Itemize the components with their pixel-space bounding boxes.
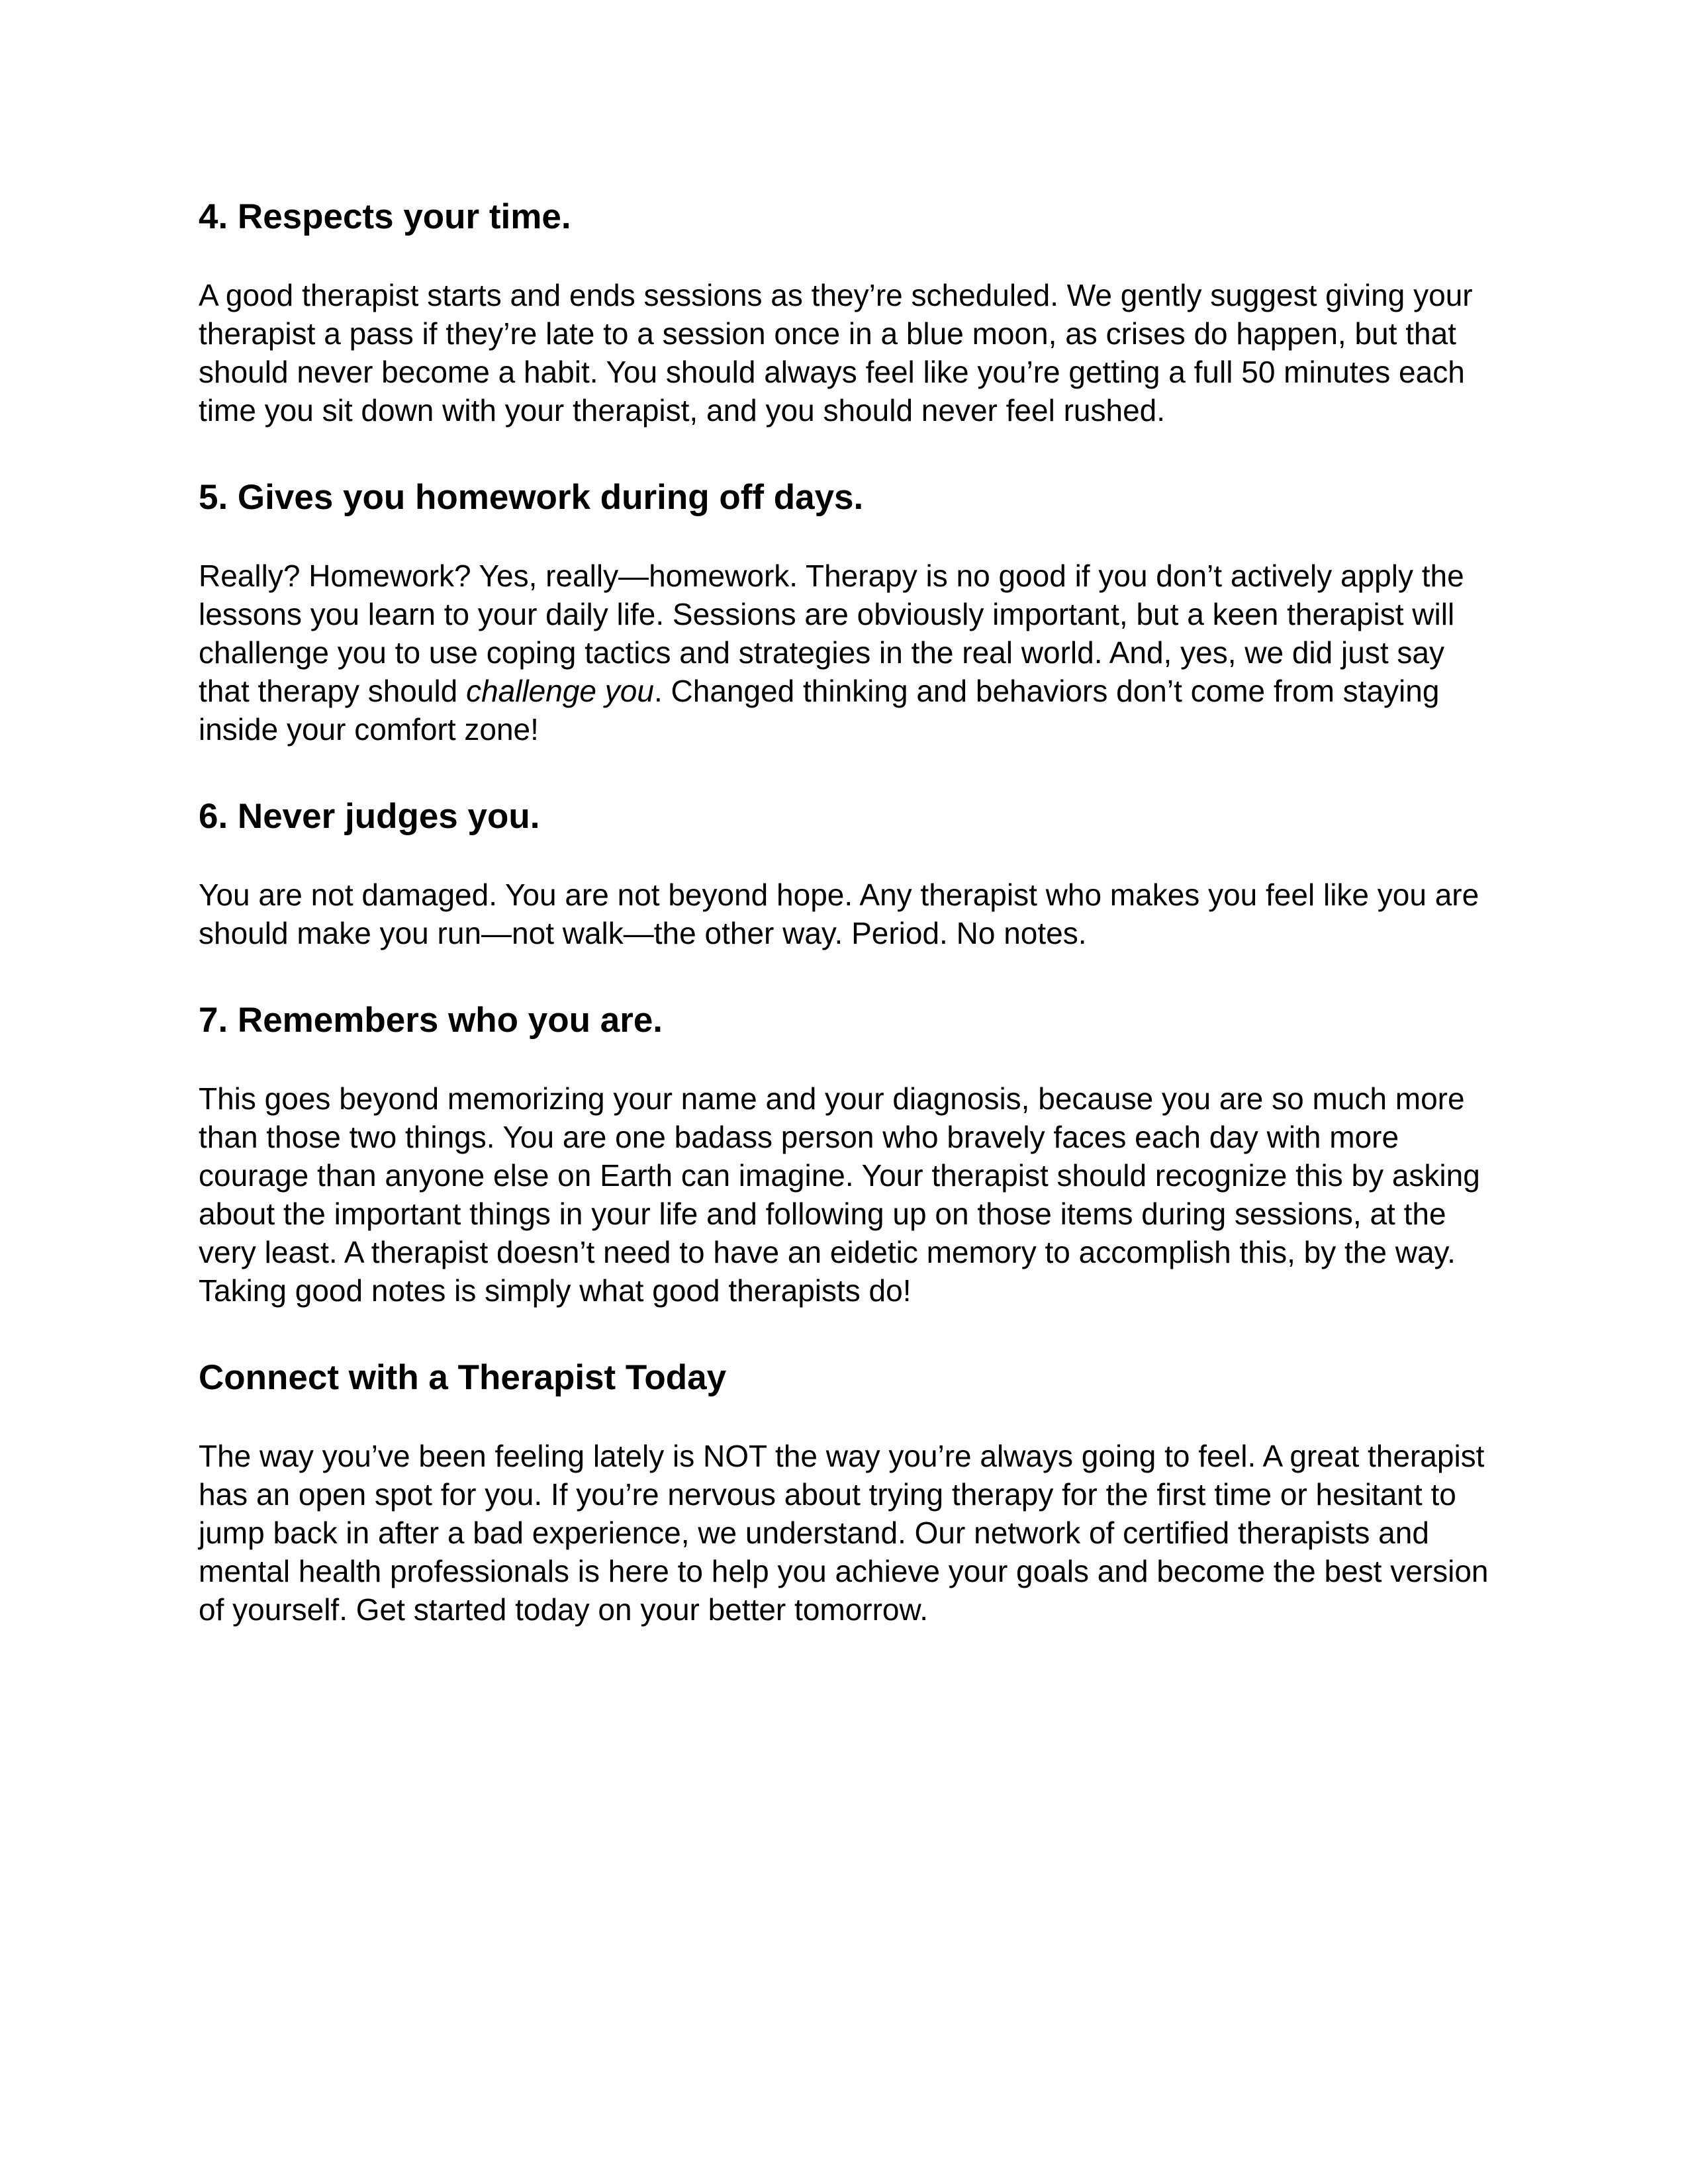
section-heading-respects-your-time: 4. Respects your time. [199,197,571,236]
section-paragraph-never-judges-you: You are not damaged. You are not beyond hope. Any therapist who makes you feel like you are should make you run—not walk—the other way. Period. No notes. [199,878,1479,950]
section-paragraph-gives-you-homework: Really? Homework? Yes, really—homework. Therapy is no good if you don’t actively apply the lessons you learn to your daily life. Sessions are obviously important, but a keen therapist will challenge you to use coping tactics and strategies in the real world. And, yes, we did just say that therapy should challenge you. Changed thinking and behaviors don’t come from staying inside your comfort zone! [199,559,1464,747]
section-heading-gives-you-homework: 5. Gives you homework during off days. [199,478,864,517]
section-heading-remembers-who-you-are: 7. Remembers who you are. [199,1001,663,1040]
section-paragraph-remembers-who-you-are: This goes beyond memorizing your name and your diagnosis, because you are so much more than those two things. You are one badass person who bravely faces each day with more courage than anyone else on Earth can imagine. Your therapist should recognize this by asking about the important things in your life and following up on those items during sessions, at the very least. A therapist doesn’t need to have an eidetic memory to accomplish this, by the way. Taking good notes is simply what good therapists do! [199,1081,1480,1308]
section-heading-connect-with-a-therapist: Connect with a Therapist Today [199,1358,727,1397]
section-paragraph-respects-your-time: A good therapist starts and ends sessions as they’re scheduled. We gently suggest giving your therapist a pass if they’re late to a session once in a blue moon, as crises do happen, but that should never become a habit. You should always feel like you’re getting a full 50 minutes each time you sit down with your therapist, and you should never feel rushed. [199,278,1473,428]
section-paragraph-connect-with-a-therapist: The way you’ve been feeling lately is NOT the way you’re always going to feel. A great therapist has an open spot for you. If you’re nervous about trying therapy for the first time or hesitant to jump back in after a bad experience, we understand. Our network of certified therapists and mental health professionals is here to help you achieve your goals and become the best version of yourself. Get started today on your better tomorrow. [199,1439,1489,1627]
section-heading-never-judges-you: 6. Never judges you. [199,797,540,836]
